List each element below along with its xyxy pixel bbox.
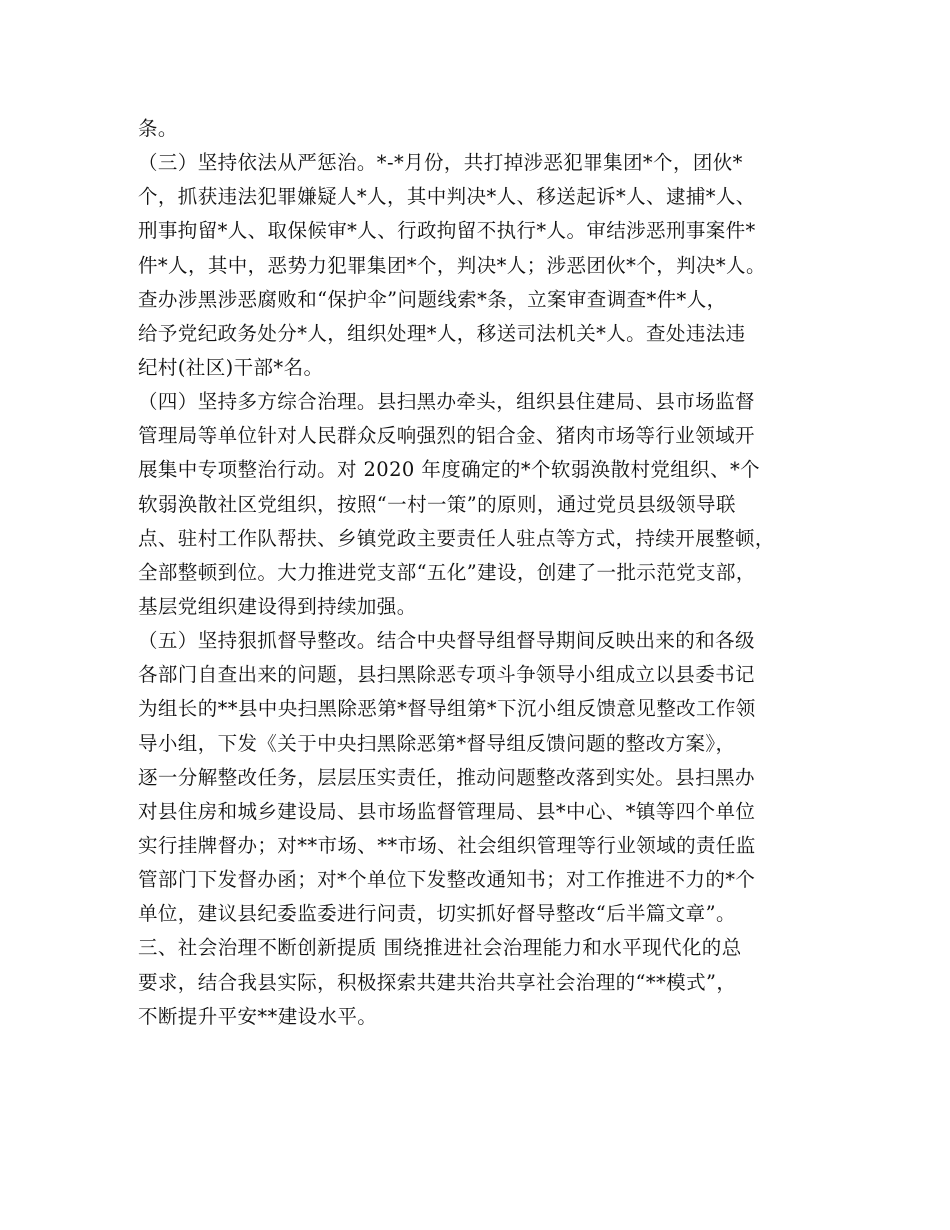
text-line: 管部门下发督办函；对*个单位下发整改通知书；对工作推进不力的*个 [138, 868, 756, 892]
text-line: 基层党组织建设得到持续加强。 [138, 594, 417, 618]
text-line: 给予党纪政务处分*人，组织处理*人，移送司法机关*人。查处违法违 [138, 321, 746, 345]
text-line: （三）坚持依法从严惩治。*-*月份，共打掉涉恶犯罪集团*个，团伙* [138, 151, 743, 175]
text-line: 单位，建议县纪委监委进行问责，切实抓好督导整改“后半篇文章”。 [138, 902, 736, 926]
text-line: 条。 [138, 117, 178, 140]
document-body [138, 112, 838, 1034]
text-line: 件*人，其中，恶势力犯罪集团*个，判决*人；涉恶团伙*个，判决*人。 [138, 253, 766, 277]
text-line: 软弱涣散社区党组织，按照“一村一策”的原则，通过党员县级领导联 [138, 492, 736, 516]
text-line: 实行挂牌督办；对**市场、**市场、社会组织管理等行业领域的责任监 [138, 833, 756, 857]
text-line: 导小组，下发《关于中央扫黑除恶第*督导组反馈问题的整改方案》， [138, 731, 736, 755]
text-line: 管理局等单位针对人民群众反响强烈的铝合金、猪肉市场等行业领域开 [138, 424, 755, 448]
text-line: 逐一分解整改任务，层层压实责任，推动问题整改落到实处。县扫黑办 [138, 765, 755, 789]
text-line: 刑事拘留*人、取保候审*人、行政拘留不执行*人。审结涉恶刑事案件* [138, 219, 756, 243]
text-line: 个，抓获违法犯罪嫌疑人*人，其中判决*人、移送起诉*人、逮捕*人、 [138, 185, 756, 209]
text-line: 要求，结合我县实际，积极探索共建共治共享社会治理的“**模式”， [138, 970, 737, 994]
text-line: 三、社会治理不断创新提质 围绕推进社会治理能力和水平现代化的总 [138, 936, 742, 960]
text-line: 为组长的**县中央扫黑除恶第*督导组第*下沉小组反馈意见整改工作领 [138, 697, 756, 721]
text-line: 各部门自查出来的问题，县扫黑除恶专项斗争领导小组成立以县委书记 [138, 663, 755, 687]
text-line: 对县住房和城乡建设局、县市场监督管理局、县*中心、*镇等四个单位 [138, 799, 756, 823]
text-line: 点、驻村工作队帮扶、乡镇党政主要责任人驻点等方式，持续开展整顿， [138, 526, 775, 550]
text-line: 不断提升平安**建设水平。 [138, 1004, 378, 1028]
text-line: 查办涉黑涉恶腐败和“保护伞”问题线索*条，立案审查调查*件*人， [138, 287, 727, 311]
text-line: （四）坚持多方综合治理。县扫黑办牵头，组织县住建局、县市场监督 [138, 390, 755, 414]
text-line: 纪村(社区)干部*名。 [138, 355, 324, 379]
text-line: （五）坚持狠抓督导整改。结合中央督导组督导期间反映出来的和各级 [138, 629, 755, 653]
text-line: 展集中专项整治行动。对 2020 年度确定的*个软弱涣散村党组织、*个 [138, 458, 761, 482]
text-line: 全部整顿到位。大力推进党支部“五化”建设，创建了一批示范党支部， [138, 560, 756, 584]
